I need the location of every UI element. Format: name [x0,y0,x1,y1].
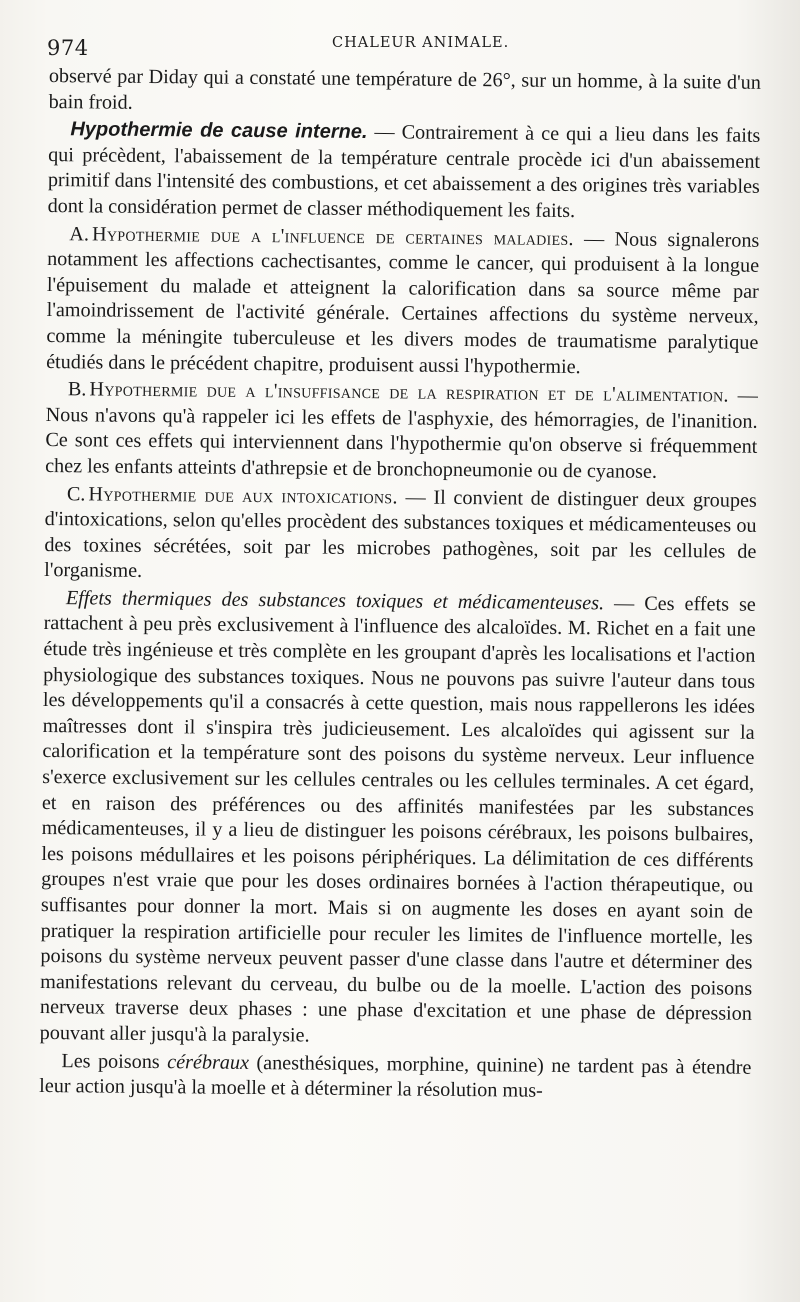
section-title: Hypothermie due aux intoxications. [88,482,398,508]
section-label: A. [69,222,90,245]
paragraph-section-b [45,377,758,486]
paragraph-text: — Il convient de distinguer deux groupes d'intoxications, selon qu'elles procèdent des substances toxiques et médicamenteuses ou des toxines sécrétées, soit par les microbes pathogènes, soit par les cellules de l'organisme. [44,485,757,583]
paragraph-text: observé par Diday qui a constaté une température de 26°, sur un homme, à la suite d'un bain froid. [48,64,761,114]
page-number: 974 [47,36,89,60]
page-header [47,32,760,62]
paragraph-text: — Ces effets se rattachent à peu près exclusivement à l'influence des alcaloïdes. M. Richet en a fait une étude très ingénieuse et très complète en les groupant d'après les localisations et l'action physiologique des substances toxiques. Nous ne pouvons pas suivre l'auteur dans tous les développements qu'il a consacrés à cette question, mais nous rappellerons les idées maîtresses dont il s'inspira très judicieusement. Les alcaloïdes qui agissent sur la calorification et la température sont des poisons du système nerveux. Leur influence s'exerce exclusivement sur les cellules centrales ou les cellules terminales. A cet égard, et en raison des préférences ou des affinités manifestées par les substances médicamenteuses, il y a lieu de distinguer les poisons cérébraux, les poisons bulbaires, les poisons médullaires et les poisons périphériques. La délimitation de ces différents groupes n'est vraie que pour les doses ordinaires bornées à l'action thérapeutique, ou suffisantes pour donner la mort. Mais si on augmente les doses en ayant soin de pratiquer la respiration artificielle pour reculer les limites de l'influence mortelle, les poisons du système nerveux peuvent passer d'une classe dans l'autre et déterminer des manifestations relevant du cerveau, du bulbe ou de la moelle. L'action des poisons nerveux traverse deux phases : une phase d'excitation et une phase de dépression pouvant aller jusqu'à la paralysie. [39,592,756,1047]
paragraph-internal-hypothermia [48,117,761,226]
body-text [39,64,761,1107]
paragraph-text: — Nous signalerons notamment les affections cachectisantes, comme le cancer, qui produisent à la longue l'épuisement du malade et atteignent la calorification dans sa source même par l'amoindrissement de l'activité générale. Certaines affections du système nerveux, comme la méningite tuberculeuse et les divers modes de traumatisme paralytique étudiés dans le précédent chapitre, produisent aussi l'hypothermie. [46,227,760,378]
section-title: Hypothermie due a l'insuffisance de la respiration et de l'alimentation. [89,378,729,407]
paragraph-cerebral-poisons [39,1049,751,1107]
paragraph-text: — Contrairement à ce qui a lieu dans les faits qui précèdent, l'abaissement de la température centrale procède ici d'un abaissement primitif dans l'intensité des combustions, et cet abaissement a des origines très variables dont la considération permet de classer méthodiquement les faits. [47,121,761,223]
section-heading: Hypothermie de cause interne. [70,118,368,144]
section-title: Hypothermie due a l'influence de certaines maladies. [91,222,574,250]
section-heading-italic: Effets thermiques des substances toxiques et médicamenteuses. [65,587,605,615]
emphasis-term: cérébraux [167,1050,250,1074]
paragraph-section-c [44,481,757,590]
paragraph-text: — Nous n'avons qu'à rappeler ici les effets de l'asphyxie, des hémorragies, de l'inanition. Ce sont ces effets qui interviennent dans l'hypothermie qu'on observe si fréquemment chez les enfants atteints d'athrepsie et de bronchopneumonie ou de cyanose. [45,384,758,483]
running-head: CHALEUR ANIMALE. [332,35,510,51]
paragraph-text: (anesthésiques, morphine, quinine) ne tardent pas à étendre leur action jusqu'à la moelle et à déterminer la résolution mus- [39,1051,752,1102]
paragraph-text: Les poisons [61,1049,168,1073]
paragraph-continuation [49,64,761,122]
section-label: C. [66,482,86,505]
section-label: B. [67,378,87,401]
paragraph-section-a [46,222,759,382]
paragraph-thermal-effects [40,586,756,1054]
